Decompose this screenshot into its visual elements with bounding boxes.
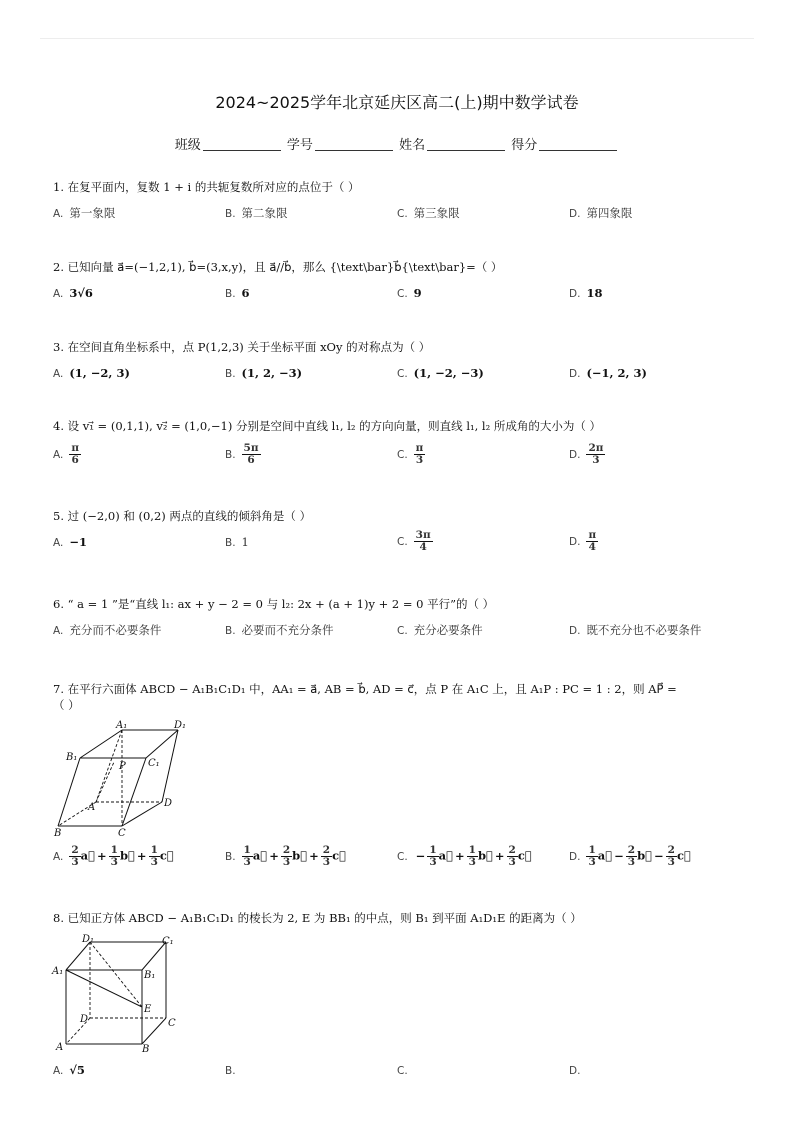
fig7-label-b: B bbox=[54, 828, 62, 839]
page-title: 2024~2025学年北京延庆区高二(上)期中数学试卷 bbox=[215, 93, 579, 112]
q1-option-a[interactable]: A. 第一象限 bbox=[53, 206, 116, 220]
question-1-stem: 1. 在复平面内，复数 1 + i 的共轭复数所对应的点位于（ ） bbox=[53, 180, 360, 194]
question-7-stem: 7. 在平行六面体 ABCD − A₁B₁C₁D₁ 中，AA₁ = a⃗, AB = b⃗, AD = c⃗，点 P 在 A₁C 上，且 A₁P : PC = 1 : 2，则 AP⃗ = bbox=[53, 682, 677, 696]
question-8-stem: 8. 已知正方体 ABCD − A₁B₁C₁D₁ 的棱长为 2, E 为 BB₁ 的中点，则 B₁ 到平面 A₁D₁E 的距离为（ ） bbox=[53, 911, 582, 925]
id-blank[interactable] bbox=[315, 138, 393, 151]
score-label: 得分 bbox=[511, 138, 538, 153]
fig7-label-b1: B₁ bbox=[66, 752, 78, 763]
fig7-label-d1: D₁ bbox=[174, 720, 187, 731]
fig8-label-d: D bbox=[80, 1014, 89, 1025]
fig7-label-p: P bbox=[119, 761, 126, 772]
question-3-stem: 3. 在空间直角坐标系中，点 P(1,2,3) 关于坐标平面 xOy 的对称点为（ ） bbox=[53, 340, 431, 354]
fig8-label-a1: A₁ bbox=[52, 966, 64, 977]
header-divider bbox=[40, 38, 754, 39]
question-2-stem: 2. 已知向量 a⃗=(−1,2,1), b⃗=(3,x,y)，且 a⃗//b⃗，那么 {\text\bar}b⃗{\text\bar}=（ ） bbox=[53, 260, 503, 274]
q2-option-d[interactable]: D. 18 bbox=[569, 286, 603, 300]
q8-option-a[interactable]: A. √5 bbox=[53, 1063, 85, 1077]
id-label: 学号 bbox=[286, 138, 313, 153]
q1-option-d[interactable]: D. 第四象限 bbox=[569, 206, 633, 220]
fig7-label-a: A bbox=[88, 802, 96, 813]
question-5-stem: 5. 过 (−2,0) 和 (0,2) 两点的直线的倾斜角是（ ） bbox=[53, 509, 312, 523]
q2-option-a[interactable]: A. 3√6 bbox=[53, 286, 93, 300]
q6-option-c[interactable]: C. 充分必要条件 bbox=[397, 623, 483, 637]
question-4-stem: 4. 设 v₁⃗ = (0,1,1), v₂⃗ = (1,0,−1) 分别是空间中直线 l₁, l₂ 的方向向量，则直线 l₁, l₂ 所成角的大小为（ ） bbox=[53, 419, 602, 433]
q3-option-c[interactable]: C. (1, −2, −3) bbox=[397, 366, 484, 380]
q3-option-d[interactable]: D. (−1, 2, 3) bbox=[569, 366, 647, 380]
q7-option-d[interactable]: D. $\frac{1}{3}$ a⃗ − $\frac{2}{3}$ b⃗ − $\frac{2}{3}$ c⃗ bbox=[569, 844, 691, 868]
q8-option-b[interactable]: B. bbox=[225, 1065, 236, 1077]
q7-option-c[interactable]: C. − $\frac{1}{3}$ a⃗ + $\frac{1}{3}$ b⃗ + $\frac{2}{3}$ c⃗ bbox=[397, 844, 532, 868]
question-6-stem: 6. “ a = 1 ”是“直线 l₁: ax + y − 2 = 0 与 l₂: 2x + (a + 1)y + 2 = 0 平行”的（ ） bbox=[53, 597, 495, 611]
figure-parallelepiped bbox=[50, 718, 220, 840]
class-blank[interactable] bbox=[203, 138, 281, 151]
score-blank[interactable] bbox=[539, 138, 617, 151]
fig8-label-d1: D₁ bbox=[82, 934, 95, 945]
q4-option-b[interactable]: B. $\frac{5\pi}{6}$ bbox=[225, 442, 259, 466]
q6-option-b[interactable]: B. 必要而不充分条件 bbox=[225, 623, 334, 637]
student-info-line bbox=[0, 134, 794, 153]
q5-option-b[interactable]: B. 1 bbox=[225, 535, 249, 549]
fig8-label-c: C bbox=[168, 1018, 176, 1029]
q5-option-c[interactable]: C. $\frac{3\pi}{4}$ bbox=[397, 529, 431, 553]
figure-cube bbox=[50, 932, 190, 1056]
fig8-label-b1: B₁ bbox=[144, 970, 156, 981]
q8-option-d[interactable]: D. bbox=[569, 1065, 581, 1077]
fig7-label-c1: C₁ bbox=[148, 758, 160, 769]
q7-option-a[interactable]: A. $\frac{2}{3}$ a⃗ + $\frac{1}{3}$ b⃗ + $\frac{1}{3}$ c⃗ bbox=[53, 844, 174, 868]
name-label: 姓名 bbox=[399, 138, 426, 153]
fig8-label-a: A bbox=[56, 1042, 64, 1053]
q6-option-d[interactable]: D. 既不充分也不必要条件 bbox=[569, 623, 702, 637]
q5-option-d[interactable]: D. $\frac{\pi}{4}$ bbox=[569, 529, 597, 553]
fig8-label-e: E bbox=[144, 1004, 152, 1015]
q2-option-c[interactable]: C. 9 bbox=[397, 286, 422, 300]
fig8-label-b: B bbox=[142, 1044, 150, 1055]
fig7-label-a1: A₁ bbox=[116, 720, 128, 731]
fig7-label-c: C bbox=[118, 828, 126, 839]
fig8-label-c1: C₁ bbox=[162, 936, 174, 947]
name-blank[interactable] bbox=[427, 138, 505, 151]
q6-option-a[interactable]: A. 充分而不必要条件 bbox=[53, 623, 162, 637]
q4-option-d[interactable]: D. $\frac{2\pi}{3}$ bbox=[569, 442, 604, 466]
class-label: 班级 bbox=[174, 138, 201, 153]
q8-option-c[interactable]: C. bbox=[397, 1065, 408, 1077]
q3-option-a[interactable]: A. (1, −2, 3) bbox=[53, 366, 130, 380]
q4-option-c[interactable]: C. $\frac{\pi}{3}$ bbox=[397, 442, 424, 466]
fig7-label-d: D bbox=[164, 798, 173, 809]
q5-option-a[interactable]: A. −1 bbox=[53, 535, 87, 549]
q3-option-b[interactable]: B. (1, 2, −3) bbox=[225, 366, 303, 380]
q7-option-b[interactable]: B. $\frac{1}{3}$ a⃗ + $\frac{2}{3}$ b⃗ + $\frac{2}{3}$ c⃗ bbox=[225, 844, 346, 868]
q4-option-a[interactable]: A. $\frac{\pi}{6}$ bbox=[53, 442, 80, 466]
q2-option-b[interactable]: B. 6 bbox=[225, 286, 250, 300]
q1-option-c[interactable]: C. 第三象限 bbox=[397, 206, 460, 220]
q1-option-b[interactable]: B. 第二象限 bbox=[225, 206, 288, 220]
question-7-stem-continued: （ ） bbox=[53, 698, 80, 712]
